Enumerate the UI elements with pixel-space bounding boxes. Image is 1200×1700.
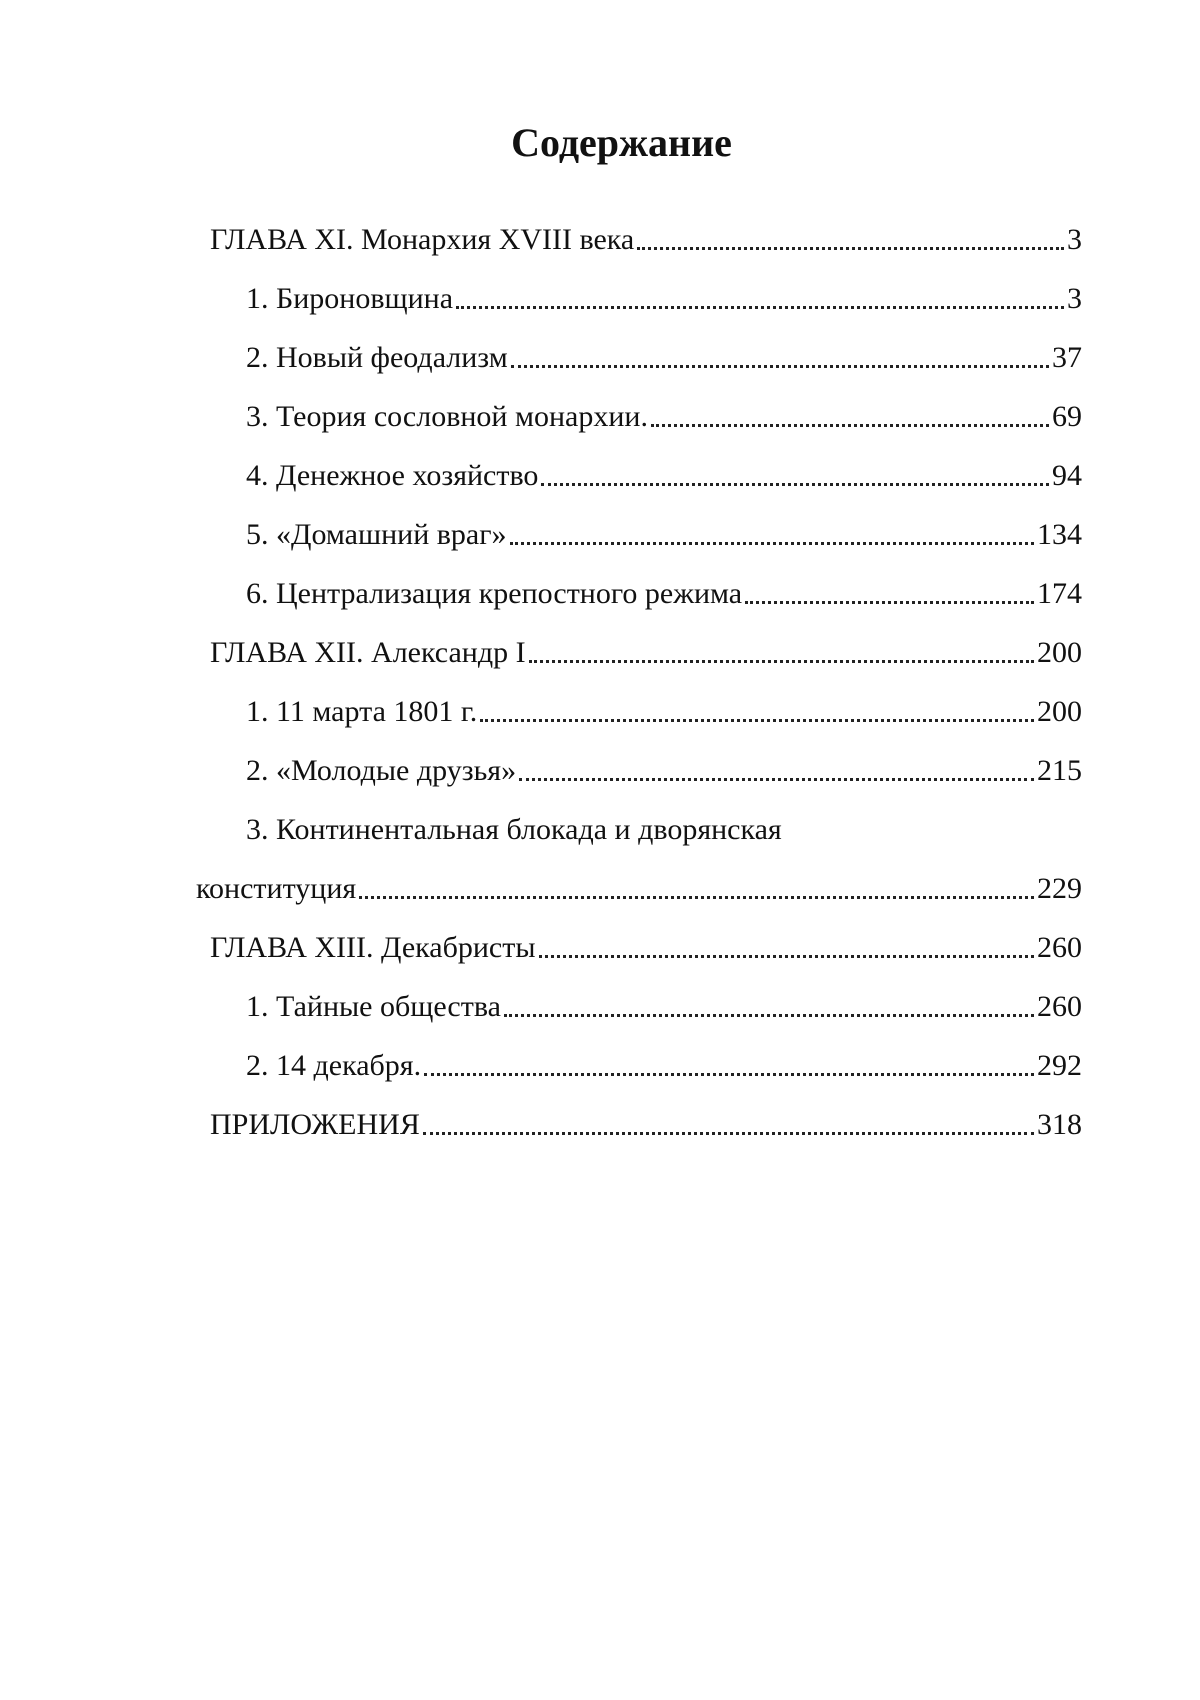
toc-entry-chapter-13[interactable] — [196, 917, 1082, 976]
toc-entry-chapter-12[interactable] — [196, 622, 1082, 681]
toc-entry-label: 1. Бироновщина — [246, 281, 453, 317]
dot-leader — [504, 1014, 1034, 1017]
toc-entry-page: 37 — [1052, 340, 1082, 376]
toc-entry-label: ГЛАВА XI. Монархия XVIII века — [210, 222, 634, 258]
dot-leader — [456, 306, 1064, 309]
toc-entry-section-wrapped-line1[interactable] — [196, 799, 1082, 858]
toc-entry-label: 3. Континентальная блокада и дворянская — [246, 812, 782, 848]
toc-entry-page: 69 — [1052, 399, 1082, 435]
toc-entry-page: 134 — [1037, 517, 1082, 553]
toc-entry-section[interactable] — [196, 976, 1082, 1035]
toc-entry-chapter-11[interactable] — [196, 209, 1082, 268]
dot-leader — [519, 778, 1034, 781]
toc-entry-section[interactable] — [196, 268, 1082, 327]
toc-entry-page: 260 — [1037, 930, 1082, 966]
toc-entry-appendices[interactable] — [196, 1094, 1082, 1153]
dot-leader — [529, 660, 1034, 663]
toc-entry-section[interactable] — [196, 327, 1082, 386]
toc-entry-label-continued: конституция — [196, 871, 356, 907]
page-title: Содержание — [0, 118, 1200, 168]
toc-entry-section[interactable] — [196, 740, 1082, 799]
toc-entry-section[interactable] — [196, 386, 1082, 445]
document-page — [0, 0, 1200, 1700]
toc-entry-section[interactable] — [196, 563, 1082, 622]
toc-entry-label: ГЛАВА XII. Александр I — [210, 635, 526, 671]
toc-entry-label: 1. Тайные общества — [246, 989, 501, 1025]
toc-entry-label: ГЛАВА XIII. Декабристы — [210, 930, 536, 966]
toc-entry-label: 4. Денежное хозяйство — [246, 458, 538, 494]
toc-entry-section[interactable] — [196, 681, 1082, 740]
dot-leader — [424, 1073, 1034, 1076]
dot-leader — [541, 483, 1049, 486]
toc-entry-page: 174 — [1037, 576, 1082, 612]
dot-leader — [423, 1132, 1034, 1135]
toc-entry-label: 3. Теория сословной монархии. — [246, 399, 648, 435]
toc-entry-label: 1. 11 марта 1801 г. — [246, 694, 477, 730]
toc-entry-page: 215 — [1037, 753, 1082, 789]
toc-entry-label: 5. «Домашний враг» — [246, 517, 507, 553]
dot-leader — [651, 424, 1049, 427]
dot-leader — [745, 601, 1034, 604]
toc-entry-label: ПРИЛОЖЕНИЯ — [210, 1107, 420, 1143]
toc-entry-page: 200 — [1037, 635, 1082, 671]
dot-leader — [539, 955, 1034, 958]
toc-entry-page: 229 — [1037, 871, 1082, 907]
toc-entry-section[interactable] — [196, 504, 1082, 563]
dot-leader — [359, 896, 1034, 899]
toc-entry-page: 3 — [1067, 281, 1082, 317]
toc-entry-page: 318 — [1037, 1107, 1082, 1143]
toc-entry-section[interactable] — [196, 1035, 1082, 1094]
dot-leader — [637, 247, 1064, 250]
toc-entry-page: 3 — [1067, 222, 1082, 258]
toc-entry-section-wrapped-line2[interactable] — [196, 858, 1082, 917]
dot-leader — [510, 542, 1034, 545]
toc-entry-page: 200 — [1037, 694, 1082, 730]
toc-entry-label: 2. 14 декабря. — [246, 1048, 421, 1084]
toc-entry-page: 292 — [1037, 1048, 1082, 1084]
table-of-contents — [196, 209, 1082, 1153]
toc-entry-page: 94 — [1052, 458, 1082, 494]
dot-leader — [511, 365, 1049, 368]
dot-leader — [480, 719, 1034, 722]
toc-entry-section[interactable] — [196, 445, 1082, 504]
toc-entry-page: 260 — [1037, 989, 1082, 1025]
toc-entry-label: 2. Новый феодализм — [246, 340, 508, 376]
toc-entry-label: 6. Централизация крепостного режима — [246, 576, 742, 612]
toc-entry-label: 2. «Молодые друзья» — [246, 753, 516, 789]
